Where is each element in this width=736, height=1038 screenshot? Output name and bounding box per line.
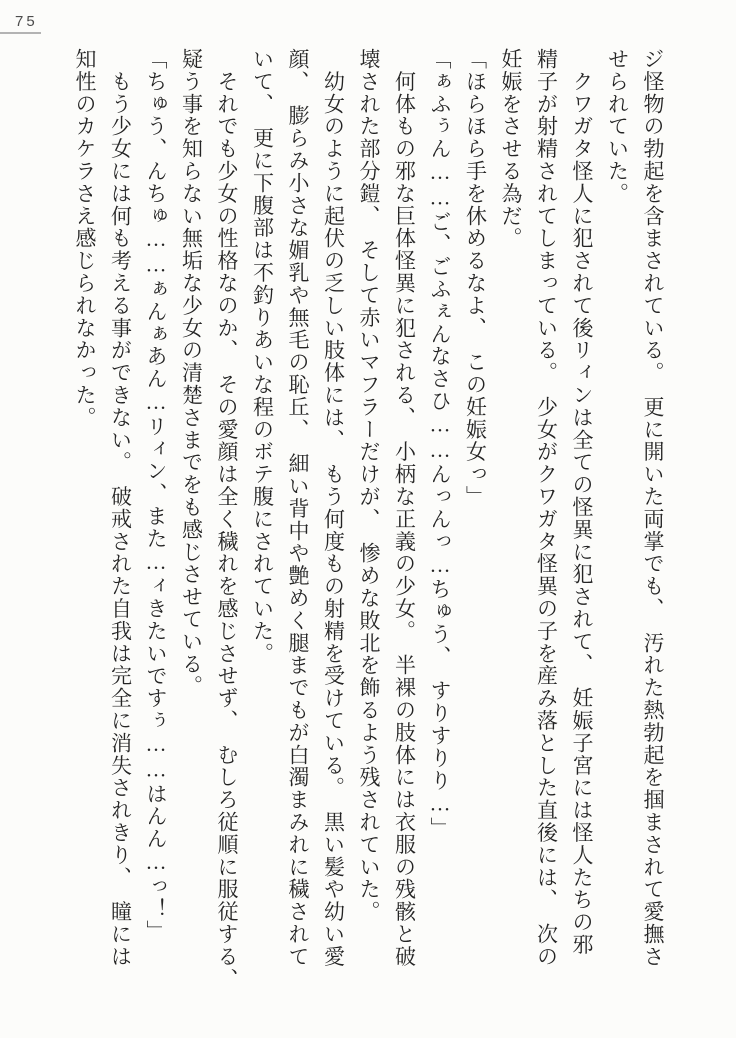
text-column: 幼女のように起伏の乏しい肢体には、 もう何度もの射精を受けている。 黒い髪や幼い愛 xyxy=(321,48,346,968)
text-column: 壊された部分鎧、 そして赤いマフラーだけが、 惨めな敗北を飾るよう残されていた。 xyxy=(357,48,381,923)
vertical-text-block xyxy=(67,48,671,1038)
page-number-underline xyxy=(0,32,41,34)
text-column: せられていた。 xyxy=(605,48,630,205)
text-column: 「ちゅう、んちゅ……ぁんぁあん…リィン、また…ィきたいですぅ……はんん…っ！」 xyxy=(144,48,168,943)
text-column: いて、 更に下腹部は不釣りあいな程のボテ腹にされていた。 xyxy=(250,48,275,665)
text-column: 知性のカケラさえ感じられなかった。 xyxy=(73,48,97,429)
text-column: 疑う事を知らない無垢な少女の清楚さまでをも感じさせている。 xyxy=(179,48,204,698)
text-column: ジ怪物の勃起を含まされている。 更に開いた両掌でも、 汚れた熱勃起を掴まされて愛撫さ xyxy=(641,48,665,968)
text-column: クワガタ怪人に犯されて後リィンは全ての怪異に犯されて、 妊娠子宮には怪人たちの邪 xyxy=(570,48,594,956)
page-number: 75 xyxy=(15,13,38,30)
text-column: 何体もの邪な巨体怪異に犯される、 小柄な正義の少女。 半裸の肢体には衣服の残骸と破 xyxy=(392,48,417,968)
text-column: 妊娠をさせる為だ。 xyxy=(499,48,523,250)
text-column: 「ぁふぅん……ご、ごふぇんなさひ……んっんっ…ちゅう、 すりすりり…」 xyxy=(428,48,452,840)
text-column: 「ほらほら手を休めるなよ、 この妊娠女っ」 xyxy=(463,48,488,508)
text-column: 精子が射精されてしまっている。 少女がクワガタ怪異の子を産み落とした直後には、 次の xyxy=(534,48,559,968)
text-column: 顔、 膨らみ小さな媚乳や無毛の恥丘、 細い背中や艶めく腿までもが白濁まみれに穢されて xyxy=(286,48,310,968)
text-column: それでも少女の性格なのか、 その愛顔は全く穢れを感じさせず、 むしろ従順に服従する、 xyxy=(215,48,239,991)
text-column: もう少女には何も考える事ができない。 破戒された自我は完全に消失されきり、 瞳には xyxy=(108,48,133,968)
